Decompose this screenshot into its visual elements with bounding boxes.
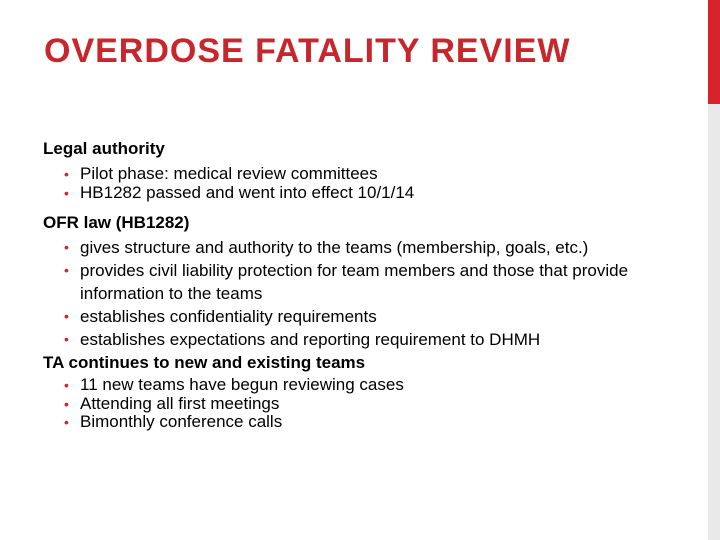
list-item-text: establishes confidentiality requirements [80,307,377,326]
list-item-text: gives structure and authority to the teams (membership, goals, etc.) [80,238,589,257]
slide-content [43,137,663,432]
ofr-law-list [43,236,663,351]
bullet-icon: • [64,331,69,347]
list-item [43,259,663,305]
section-heading-ofr-law: OFR law (HB1282) [43,213,190,232]
list-item [43,413,663,432]
accent-bar [708,0,720,104]
section-heading-ta-continues: TA continues to new and existing teams [43,353,366,372]
bullet-icon: • [64,377,69,393]
bullet-icon: • [64,184,69,201]
bullet-icon: • [64,395,69,412]
legal-authority-list [43,165,663,202]
list-item [43,236,663,259]
list-item [43,395,663,414]
list-item-text: Bimonthly conference calls [80,412,283,431]
list-item [43,184,663,203]
bullet-icon: • [64,308,69,324]
bullet-icon: • [64,239,69,255]
bullet-icon: • [64,166,69,182]
list-item-text: provides civil liability protection for team members and those that provide information to the teams [80,261,629,303]
edge-line [708,104,720,540]
list-item [43,305,663,328]
list-item [43,165,663,184]
list-item [43,376,663,395]
section-heading-legal-authority: Legal authority [43,139,165,158]
list-item-text: Attending all first meetings [80,393,280,413]
bullet-icon: • [64,414,69,430]
slide-title: OVERDOSE FATALITY REVIEW [44,32,571,70]
list-item-text: 11 new teams have begun reviewing cases [80,375,404,394]
list-item-text: HB1282 passed and went into effect 10/1/14 [80,182,415,202]
ta-continues-list [43,376,663,432]
list-item [43,328,663,351]
bullet-icon: • [64,262,69,278]
list-item-text: establishes expectations and reporting requirement to DHMH [80,330,541,349]
list-item-text: Pilot phase: medical review committees [80,164,378,183]
